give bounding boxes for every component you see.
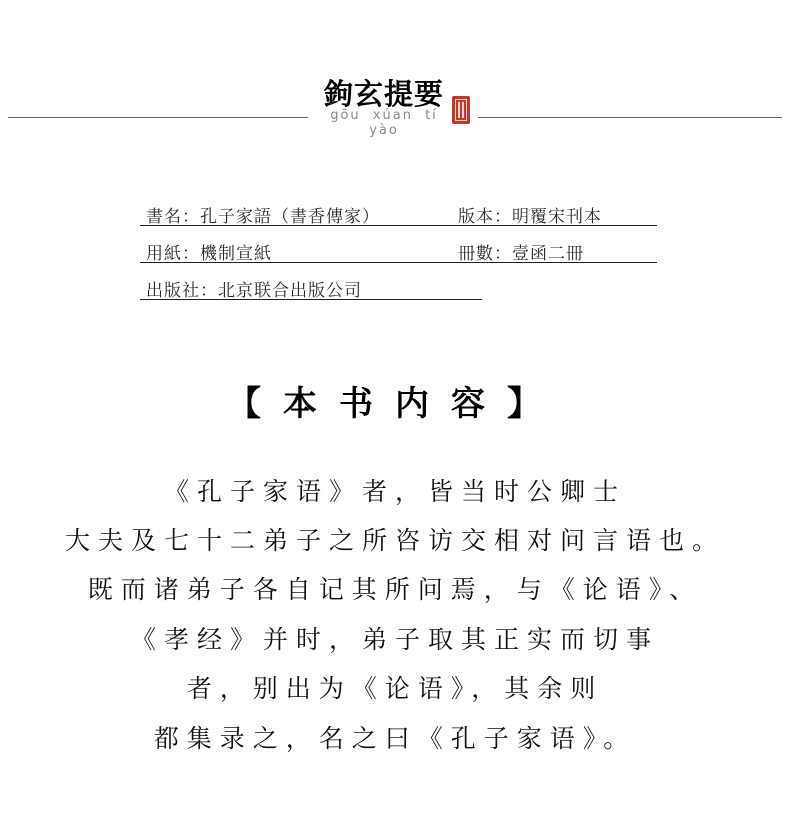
volumes-field: 冊數：壹函二冊: [458, 244, 584, 264]
content-line: 者，别出为《论语》，其余则: [186, 674, 604, 703]
page-title-pinyin: gōu xúan tí yào: [330, 108, 438, 138]
content-line: 《孔子家语》者，皆当时公卿士: [163, 477, 626, 506]
section-heading: 【本书内容】: [227, 384, 563, 424]
content-line: 大夫及七十二弟子之所咨访交相对问言语也。: [64, 526, 725, 555]
info-row-rule-2: [140, 262, 657, 263]
page-title: 鉤玄提要: [323, 77, 444, 111]
header-divider-left: [8, 117, 308, 118]
info-row-rule-1: [140, 225, 657, 226]
publisher-field: 出版社：北京联合出版公司: [146, 281, 362, 301]
content-line: 都集录之，名之曰《孔子家语》。: [153, 724, 637, 753]
paper-field: 用紙：機制宣紙: [146, 244, 272, 264]
book-name-field: 書名：孔子家語（書香傳家）: [146, 207, 380, 227]
header-divider-right: [478, 117, 782, 118]
content-line: 《孝经》并时，弟子取其正实而切事: [130, 625, 659, 654]
seal-stamp-icon: [452, 96, 470, 124]
content-line: 既而诸弟子各自记其所问焉，与《论语》、: [87, 575, 703, 604]
info-row-rule-3: [140, 299, 482, 300]
edition-field: 版本：明覆宋刊本: [458, 207, 602, 227]
